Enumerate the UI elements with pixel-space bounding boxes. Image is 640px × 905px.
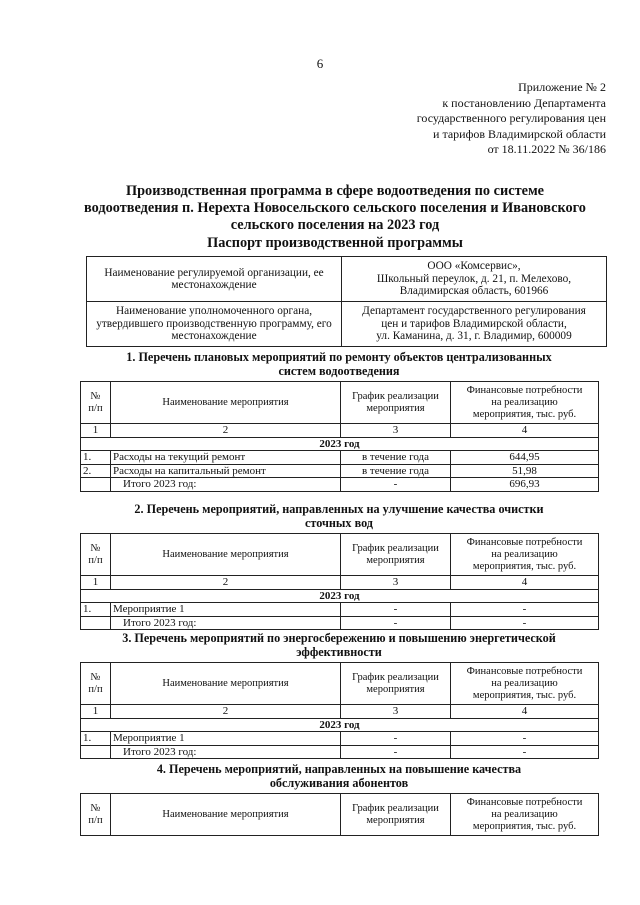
table-header-row	[81, 382, 599, 424]
section-2-table	[80, 533, 599, 630]
document-title	[70, 183, 600, 234]
table-row: 1. Мероприятие 1 - -	[81, 603, 599, 617]
passport-title: Паспорт производственной программы	[207, 235, 463, 251]
section-3-table	[80, 662, 599, 759]
table-row: 1 2 3 4	[81, 705, 599, 719]
table-cell: Наименование уполномоченного органа, утвердившего производственную программу, его местонахождение	[87, 302, 342, 347]
appendix-line: Приложение № 2	[518, 80, 606, 94]
table-cell: ООО «Комсервис», Школьный переулок, д. 21, п. Мелехово, Владимирская область, 601966	[342, 257, 607, 302]
table-total-row: Итого 2023 год: - -	[81, 745, 599, 759]
table-row: 1 2 3 4	[81, 576, 599, 590]
table-row: 1 2 3 4	[81, 424, 599, 438]
table-header-row: № п/п Наименование мероприятия График реализации мероприятия Финансовые потребности на реализацию мероприятия, тыс. руб.	[81, 663, 599, 705]
table-cell: Департамент государственного регулирования цен и тарифов Владимирской области, ул. Каманина, д. 31, г. Владимир, 600009	[342, 302, 607, 347]
table-row: 2023 год	[81, 718, 599, 732]
table-row: 1. Расходы на текущий ремонт в течение года 644,95	[81, 451, 599, 465]
section-1-table	[80, 381, 599, 492]
section-4-table	[80, 793, 599, 836]
section-2-title: 2. Перечень мероприятий, направленных на улучшение качества очистки сточных вод	[134, 502, 544, 530]
passport-table	[86, 256, 607, 347]
header-cell: Наименование мероприятия	[111, 382, 341, 424]
table-header-row: № п/п Наименование мероприятия График реализации мероприятия Финансовые потребности на реализацию мероприятия, тыс. руб.	[81, 794, 599, 836]
appendix-line: государственного регулирования цен	[416, 111, 606, 125]
table-header-row: № п/п Наименование мероприятия График реализации мероприятия Финансовые потребности на реализацию мероприятия, тыс. руб.	[81, 534, 599, 576]
appendix-line: от 18.11.2022 № 36/186	[487, 142, 606, 156]
appendix-line: к постановлению Департамента	[442, 95, 606, 110]
appendix-header	[380, 80, 606, 158]
table-row	[87, 257, 607, 302]
title-line: Производственная программа в сфере водоотведения по системе	[125, 183, 545, 199]
table-total-row: Итого 2023 год: - 696,93	[81, 478, 599, 492]
title-line: водоотведения п. Нерехта Новосельского сельского поселения и Ивановского	[84, 200, 586, 216]
page-number: 6	[316, 56, 324, 71]
table-row	[87, 302, 607, 347]
table-row: 2023 год	[81, 589, 599, 603]
section-3-title: 3. Перечень мероприятий по энергосбережению и повышению энергетической эффективности	[122, 631, 556, 659]
title-line: сельского поселения на 2023 год	[230, 217, 440, 233]
section-4-title: 4. Перечень мероприятий, направленных на повышение качества обслуживания абонентов	[156, 762, 522, 790]
table-total-row: Итого 2023 год: - -	[81, 616, 599, 630]
header-cell: Финансовые потребности на реализацию мероприятия, тыс. руб.	[451, 382, 599, 424]
section-1-title: 1. Перечень плановых мероприятий по ремонту объектов централизованных систем водоотведения	[126, 350, 552, 378]
header-cell: График реализации мероприятия	[341, 382, 451, 424]
table-cell: Наименование регулируемой организации, ее местонахождение	[87, 257, 342, 302]
appendix-line: и тарифов Владимирской области	[433, 126, 606, 141]
table-row: 2. Расходы на капитальный ремонт в течение года 51,98	[81, 464, 599, 478]
header-cell: № п/п	[81, 382, 111, 424]
table-row: 1. Мероприятие 1 - -	[81, 732, 599, 746]
table-row: 2023 год	[81, 437, 599, 451]
